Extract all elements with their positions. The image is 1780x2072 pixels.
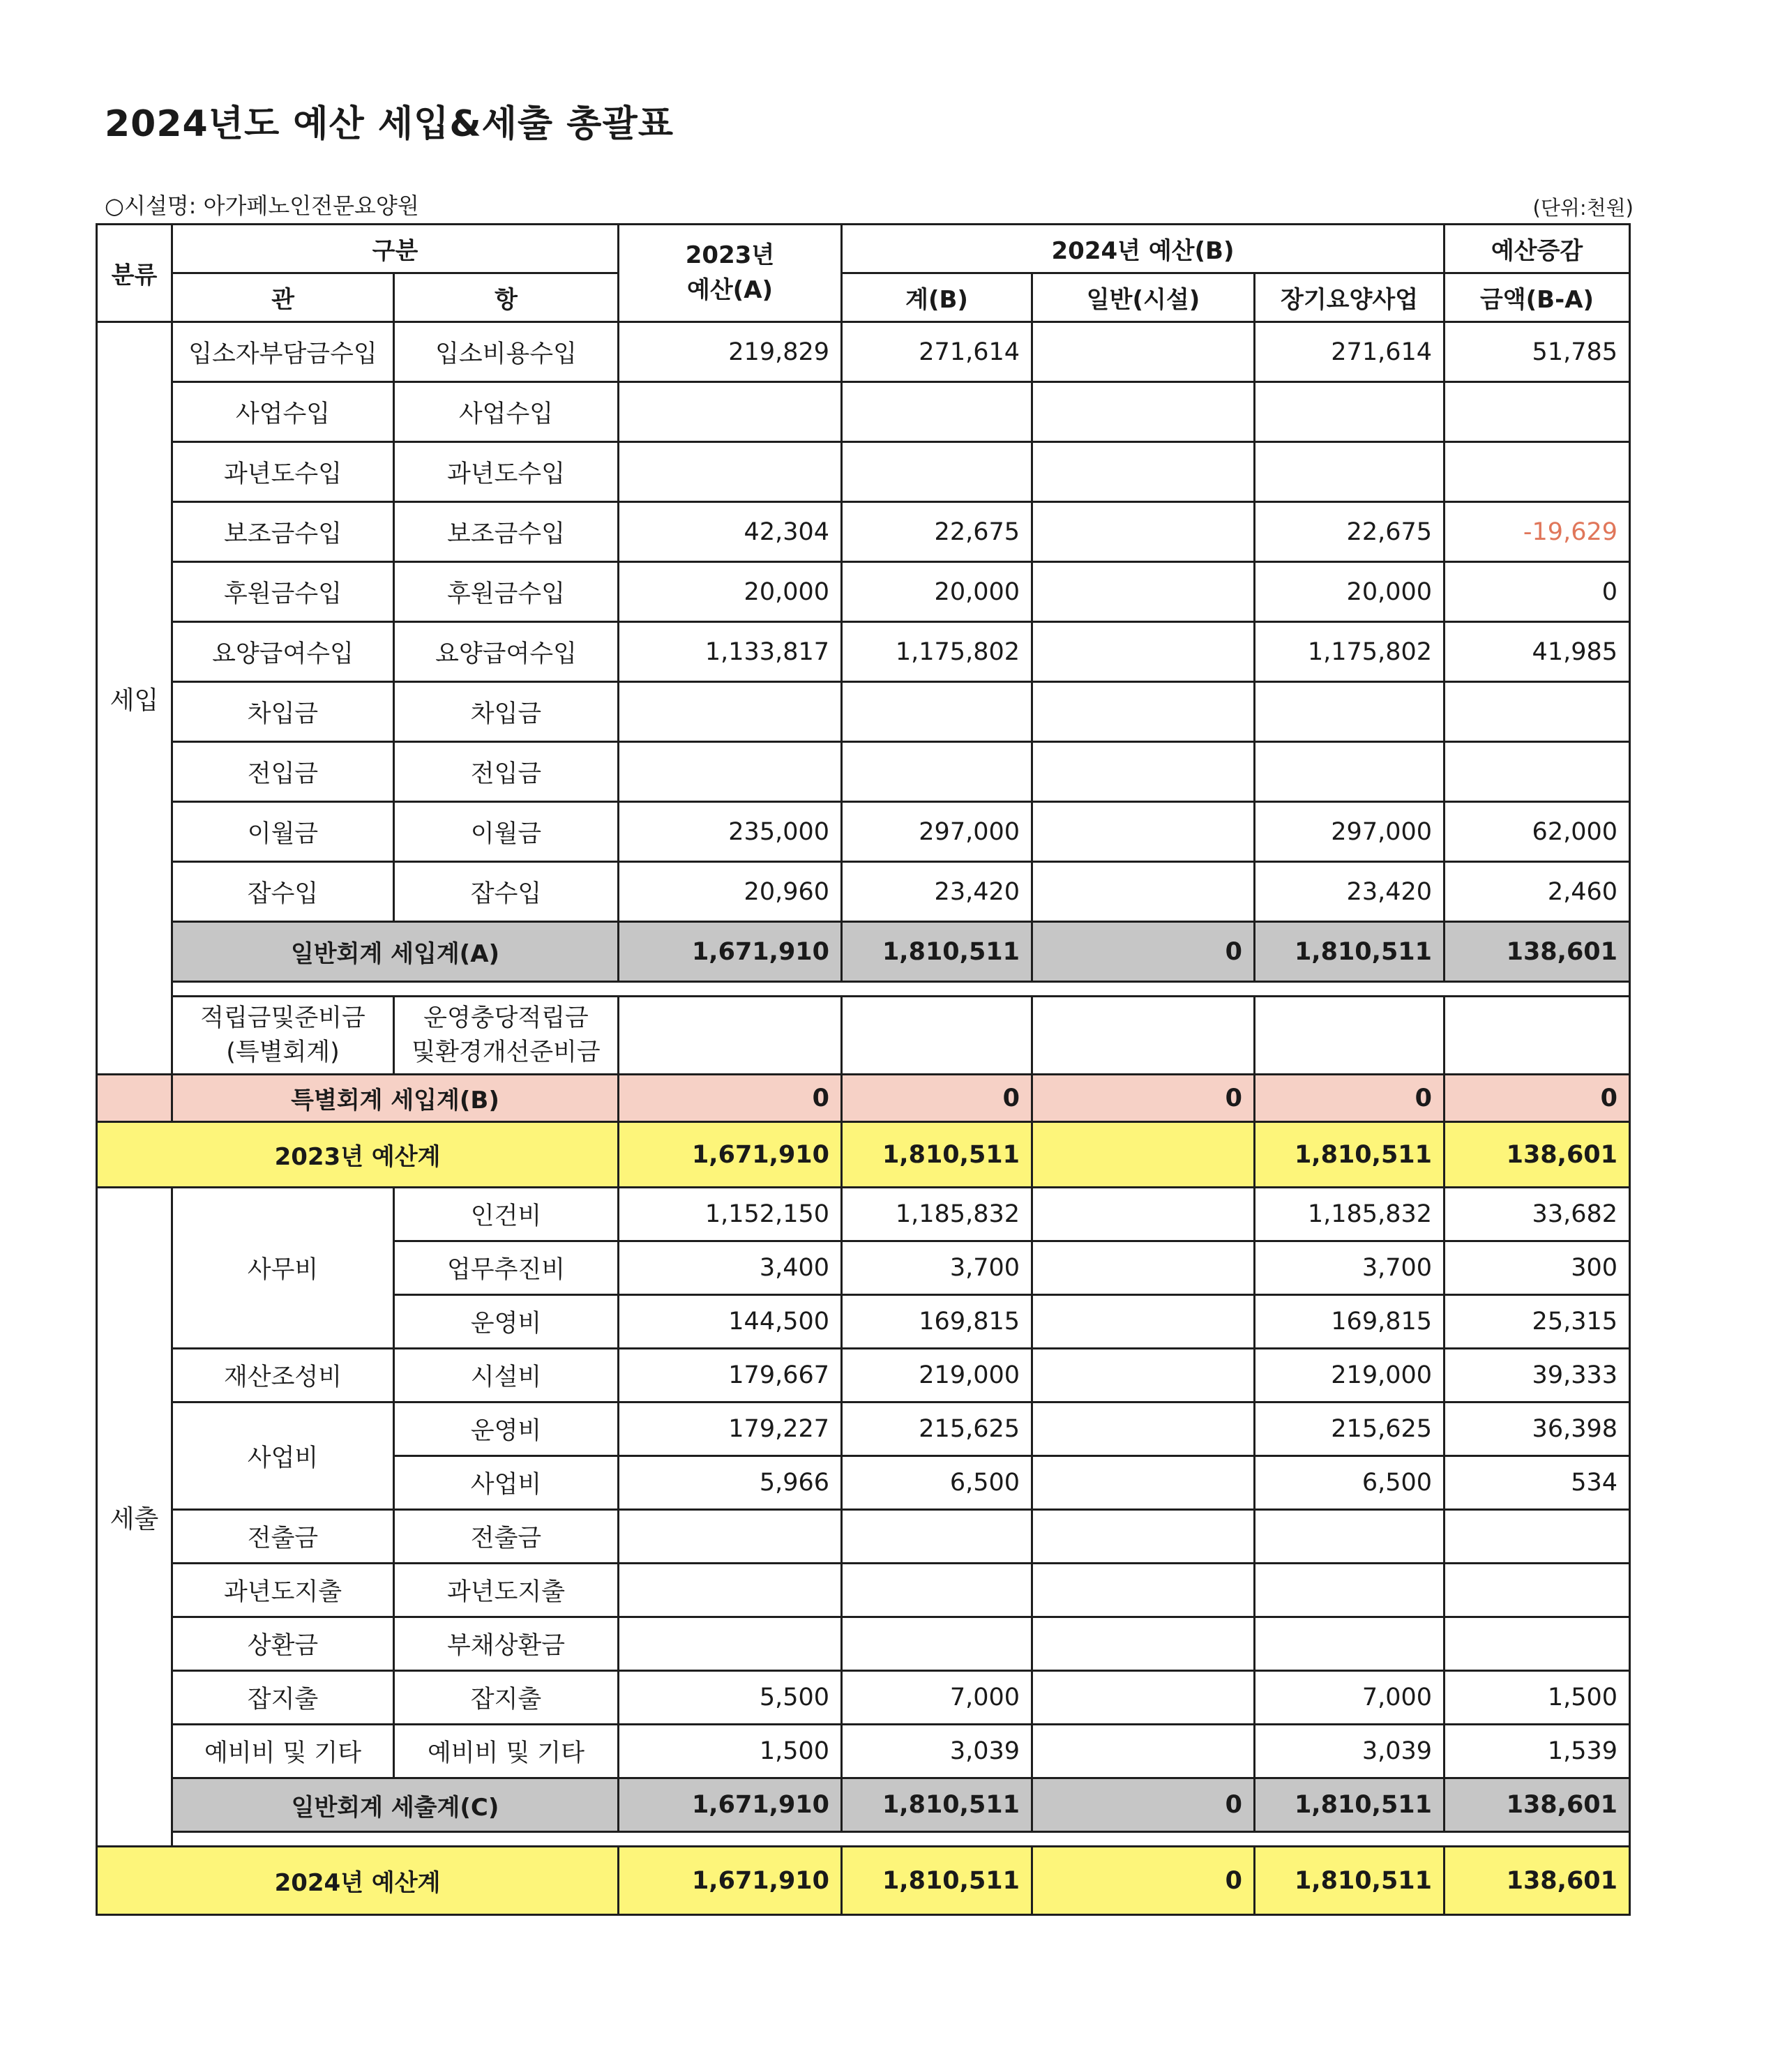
header-change-amount: 금액(B-A)	[1445, 273, 1630, 322]
prev-budget-cell: 219,829	[619, 322, 842, 382]
ltc-cell: 6,500	[1255, 1456, 1445, 1510]
header-category: 분류	[97, 225, 172, 322]
prev-budget-cell: 179,227	[619, 1402, 842, 1456]
change-cell: 33,682	[1445, 1188, 1630, 1241]
hang-cell: 잡수입	[394, 862, 619, 922]
table-row	[97, 682, 1630, 742]
unit-label: (단위:천원)	[1532, 196, 1634, 220]
expense-grand-total-row	[97, 1847, 1630, 1915]
header-gwan: 관	[172, 273, 394, 322]
revenue-subtotal-row	[97, 922, 1630, 982]
prev-budget-cell: 1,671,910	[619, 922, 842, 982]
total-cell: 1,810,511	[842, 1778, 1032, 1832]
total-cell: 22,675	[842, 502, 1032, 562]
table-row	[97, 802, 1630, 862]
hang-cell: 부채상환금	[394, 1617, 619, 1671]
change-cell: 51,785	[1445, 322, 1630, 382]
gwan-cell: 예비비 및 기타	[172, 1725, 394, 1778]
expense-subtotal-row	[97, 1778, 1630, 1832]
total-cell: 1,810,511	[842, 1122, 1032, 1188]
change-cell	[1445, 1510, 1630, 1564]
table-row	[97, 1402, 1630, 1456]
prev-budget-cell: 1,500	[619, 1725, 842, 1778]
change-cell	[1445, 382, 1630, 442]
header-division: 구분	[172, 225, 619, 273]
ltc-cell: 1,810,511	[1255, 1122, 1445, 1188]
hang-cell: 사업비	[394, 1456, 619, 1510]
table-row	[97, 1564, 1630, 1617]
change-cell: 39,333	[1445, 1349, 1630, 1402]
facility-name: ○시설명: 아가페노인전문요양원	[105, 192, 419, 219]
total-cell	[842, 442, 1032, 502]
ltc-cell	[1255, 1510, 1445, 1564]
ltc-cell: 20,000	[1255, 562, 1445, 622]
hang-cell: 사업수입	[394, 382, 619, 442]
general-cell	[1032, 1671, 1255, 1725]
table-row	[97, 502, 1630, 562]
hang-cell: 과년도지출	[394, 1564, 619, 1617]
prev-budget-cell: 1,671,910	[619, 1122, 842, 1188]
change-cell-negative: -19,629	[1445, 502, 1630, 562]
special-subtotal-label: 특별회계 세입계(B)	[172, 1075, 619, 1122]
header-general: 일반(시설)	[1032, 273, 1255, 322]
change-cell: 0	[1445, 562, 1630, 622]
ltc-cell: 169,815	[1255, 1295, 1445, 1349]
prev-budget-cell	[619, 442, 842, 502]
header-total: 계(B)	[842, 273, 1032, 322]
gwan-cell: 사업수입	[172, 382, 394, 442]
prev-budget-cell	[619, 682, 842, 742]
table-row	[97, 382, 1630, 442]
change-cell	[1445, 1617, 1630, 1671]
gwan-cell: 요양급여수입	[172, 622, 394, 682]
gwan-cell: 상환금	[172, 1617, 394, 1671]
change-cell: 62,000	[1445, 802, 1630, 862]
ltc-cell: 1,810,511	[1255, 922, 1445, 982]
expense-grand-total-label: 2024년 예산계	[97, 1847, 619, 1915]
gwan-cell: 입소자부담금수입	[172, 322, 394, 382]
prev-budget-cell: 5,966	[619, 1456, 842, 1510]
general-cell	[1032, 1456, 1255, 1510]
change-cell: 138,601	[1445, 1778, 1630, 1832]
gwan-cell: 재산조성비	[172, 1349, 394, 1402]
ltc-cell: 1,175,802	[1255, 622, 1445, 682]
header-ltc: 장기요양사업	[1255, 273, 1445, 322]
hang-cell: 운영비	[394, 1402, 619, 1456]
total-cell: 219,000	[842, 1349, 1032, 1402]
change-cell: 138,601	[1445, 1847, 1630, 1915]
general-cell	[1032, 1295, 1255, 1349]
general-cell: 0	[1032, 1075, 1255, 1122]
total-cell: 215,625	[842, 1402, 1032, 1456]
general-cell: 0	[1032, 1847, 1255, 1915]
general-cell	[1032, 682, 1255, 742]
gwan-cell: 잡지출	[172, 1671, 394, 1725]
ltc-cell: 1,810,511	[1255, 1778, 1445, 1832]
revenue-grand-total-label: 2023년 예산계	[97, 1122, 619, 1188]
general-cell	[1032, 1725, 1255, 1778]
hang-cell: 이월금	[394, 802, 619, 862]
expense-subtotal-label: 일반회계 세출계(C)	[172, 1778, 619, 1832]
change-cell: 0	[1445, 1075, 1630, 1122]
prev-budget-cell: 1,671,910	[619, 1778, 842, 1832]
hang-cell: 운영충당적립금 및환경개선준비금	[394, 997, 619, 1075]
total-cell: 169,815	[842, 1295, 1032, 1349]
change-cell: 36,398	[1445, 1402, 1630, 1456]
ltc-cell	[1255, 1564, 1445, 1617]
total-cell: 297,000	[842, 802, 1032, 862]
prev-budget-cell	[619, 382, 842, 442]
ltc-cell: 215,625	[1255, 1402, 1445, 1456]
table-row	[97, 562, 1630, 622]
hang-cell: 보조금수입	[394, 502, 619, 562]
change-cell: 534	[1445, 1456, 1630, 1510]
prev-budget-cell	[619, 742, 842, 802]
general-cell	[1032, 1564, 1255, 1617]
table-row	[97, 1188, 1630, 1241]
change-cell: 2,460	[1445, 862, 1630, 922]
table-row	[97, 622, 1630, 682]
total-cell	[842, 742, 1032, 802]
gwan-cell: 사업비	[172, 1402, 394, 1510]
ltc-cell: 22,675	[1255, 502, 1445, 562]
hang-cell: 입소비용수입	[394, 322, 619, 382]
general-cell: 0	[1032, 1778, 1255, 1832]
header-prev-budget: 2023년 예산(A)	[619, 225, 842, 322]
general-cell	[1032, 562, 1255, 622]
gwan-cell: 적립금및준비금 (특별회계)	[172, 997, 394, 1075]
ltc-cell: 7,000	[1255, 1671, 1445, 1725]
prev-budget-cell: 42,304	[619, 502, 842, 562]
prev-budget-cell: 5,500	[619, 1671, 842, 1725]
total-cell: 1,175,802	[842, 622, 1032, 682]
hang-cell: 운영비	[394, 1295, 619, 1349]
change-cell	[1445, 442, 1630, 502]
header-hang: 항	[394, 273, 619, 322]
ltc-cell: 297,000	[1255, 802, 1445, 862]
special-subtotal-row	[97, 1075, 1630, 1122]
prev-budget-cell	[619, 1617, 842, 1671]
change-cell	[1445, 682, 1630, 742]
general-cell	[1032, 502, 1255, 562]
table-row	[97, 997, 1630, 1075]
total-cell	[842, 1617, 1032, 1671]
total-cell: 1,810,511	[842, 922, 1032, 982]
total-cell: 1,185,832	[842, 1188, 1032, 1241]
hang-cell: 차입금	[394, 682, 619, 742]
general-cell	[1032, 1349, 1255, 1402]
prev-budget-cell: 1,133,817	[619, 622, 842, 682]
general-cell	[1032, 322, 1255, 382]
ltc-cell: 219,000	[1255, 1349, 1445, 1402]
ltc-cell: 23,420	[1255, 862, 1445, 922]
prev-budget-cell: 20,000	[619, 562, 842, 622]
total-cell: 3,039	[842, 1725, 1032, 1778]
gwan-cell: 차입금	[172, 682, 394, 742]
gwan-cell: 과년도지출	[172, 1564, 394, 1617]
ltc-cell	[1255, 1617, 1445, 1671]
total-cell	[842, 382, 1032, 442]
prev-budget-cell: 179,667	[619, 1349, 842, 1402]
budget-summary-table	[96, 223, 1631, 1916]
general-cell	[1032, 442, 1255, 502]
prev-budget-cell: 144,500	[619, 1295, 842, 1349]
change-cell: 25,315	[1445, 1295, 1630, 1349]
hang-cell: 과년도수입	[394, 442, 619, 502]
change-cell: 41,985	[1445, 622, 1630, 682]
hang-cell: 전입금	[394, 742, 619, 802]
table-row	[97, 322, 1630, 382]
row-divider	[97, 1832, 1630, 1847]
hang-cell: 잡지출	[394, 1671, 619, 1725]
total-cell: 1,810,511	[842, 1847, 1032, 1915]
gwan-cell: 보조금수입	[172, 502, 394, 562]
general-cell	[1032, 1188, 1255, 1241]
page-title: 2024년도 예산 세입&세출 총괄표	[105, 103, 674, 145]
gwan-cell: 잡수입	[172, 862, 394, 922]
total-cell: 6,500	[842, 1456, 1032, 1510]
table-row	[97, 742, 1630, 802]
header-change: 예산증감	[1445, 225, 1630, 273]
ltc-cell	[1255, 382, 1445, 442]
total-cell: 271,614	[842, 322, 1032, 382]
hang-cell: 예비비 및 기타	[394, 1725, 619, 1778]
table-row	[97, 1617, 1630, 1671]
total-cell	[842, 682, 1032, 742]
hang-cell: 인건비	[394, 1188, 619, 1241]
ltc-cell: 1,810,511	[1255, 1847, 1445, 1915]
total-cell: 23,420	[842, 862, 1032, 922]
prev-budget-cell: 235,000	[619, 802, 842, 862]
general-cell	[1032, 1402, 1255, 1456]
revenue-label: 세입	[97, 322, 172, 1075]
prev-budget-cell: 0	[619, 1075, 842, 1122]
change-cell: 138,601	[1445, 922, 1630, 982]
table-row	[97, 1671, 1630, 1725]
total-cell: 0	[842, 1075, 1032, 1122]
hang-cell: 요양급여수입	[394, 622, 619, 682]
prev-budget-cell: 1,671,910	[619, 1847, 842, 1915]
gwan-cell: 전출금	[172, 1510, 394, 1564]
hang-cell: 전출금	[394, 1510, 619, 1564]
ltc-cell: 271,614	[1255, 322, 1445, 382]
expense-label: 세출	[97, 1188, 172, 1847]
table-row	[97, 1510, 1630, 1564]
table-row	[97, 1349, 1630, 1402]
general-cell	[1032, 802, 1255, 862]
prev-budget-cell: 1,152,150	[619, 1188, 842, 1241]
total-cell: 7,000	[842, 1671, 1032, 1725]
revenue-subtotal-label: 일반회계 세입계(A)	[172, 922, 619, 982]
ltc-cell	[1255, 682, 1445, 742]
table-row	[97, 862, 1630, 922]
hang-cell: 시설비	[394, 1349, 619, 1402]
change-cell	[1445, 742, 1630, 802]
general-cell: 0	[1032, 922, 1255, 982]
prev-budget-cell: 20,960	[619, 862, 842, 922]
general-cell	[1032, 1510, 1255, 1564]
gwan-cell: 사무비	[172, 1188, 394, 1349]
change-cell: 1,500	[1445, 1671, 1630, 1725]
gwan-cell: 후원금수입	[172, 562, 394, 622]
change-cell	[1445, 1564, 1630, 1617]
prev-budget-cell	[619, 1564, 842, 1617]
general-cell	[1032, 622, 1255, 682]
prev-budget-cell: 3,400	[619, 1241, 842, 1295]
revenue-grand-total-row	[97, 1122, 1630, 1188]
change-cell: 300	[1445, 1241, 1630, 1295]
ltc-cell: 3,039	[1255, 1725, 1445, 1778]
total-cell: 20,000	[842, 562, 1032, 622]
prev-budget-cell	[619, 1510, 842, 1564]
hang-cell: 업무추진비	[394, 1241, 619, 1295]
hang-cell: 후원금수입	[394, 562, 619, 622]
ltc-cell	[1255, 742, 1445, 802]
table-row	[97, 1725, 1630, 1778]
general-cell	[1032, 1122, 1255, 1188]
gwan-cell: 과년도수입	[172, 442, 394, 502]
row-divider	[97, 982, 1630, 997]
total-cell: 3,700	[842, 1241, 1032, 1295]
ltc-cell: 1,185,832	[1255, 1188, 1445, 1241]
general-cell	[1032, 742, 1255, 802]
total-cell	[842, 1564, 1032, 1617]
change-cell: 1,539	[1445, 1725, 1630, 1778]
general-cell	[1032, 1617, 1255, 1671]
table-row	[97, 442, 1630, 502]
general-cell	[1032, 862, 1255, 922]
ltc-cell: 0	[1255, 1075, 1445, 1122]
header-budget-2024: 2024년 예산(B)	[842, 225, 1445, 273]
general-cell	[1032, 1241, 1255, 1295]
ltc-cell	[1255, 442, 1445, 502]
ltc-cell: 3,700	[1255, 1241, 1445, 1295]
change-cell: 138,601	[1445, 1122, 1630, 1188]
total-cell	[842, 1510, 1032, 1564]
general-cell	[1032, 382, 1255, 442]
gwan-cell: 이월금	[172, 802, 394, 862]
gwan-cell: 전입금	[172, 742, 394, 802]
